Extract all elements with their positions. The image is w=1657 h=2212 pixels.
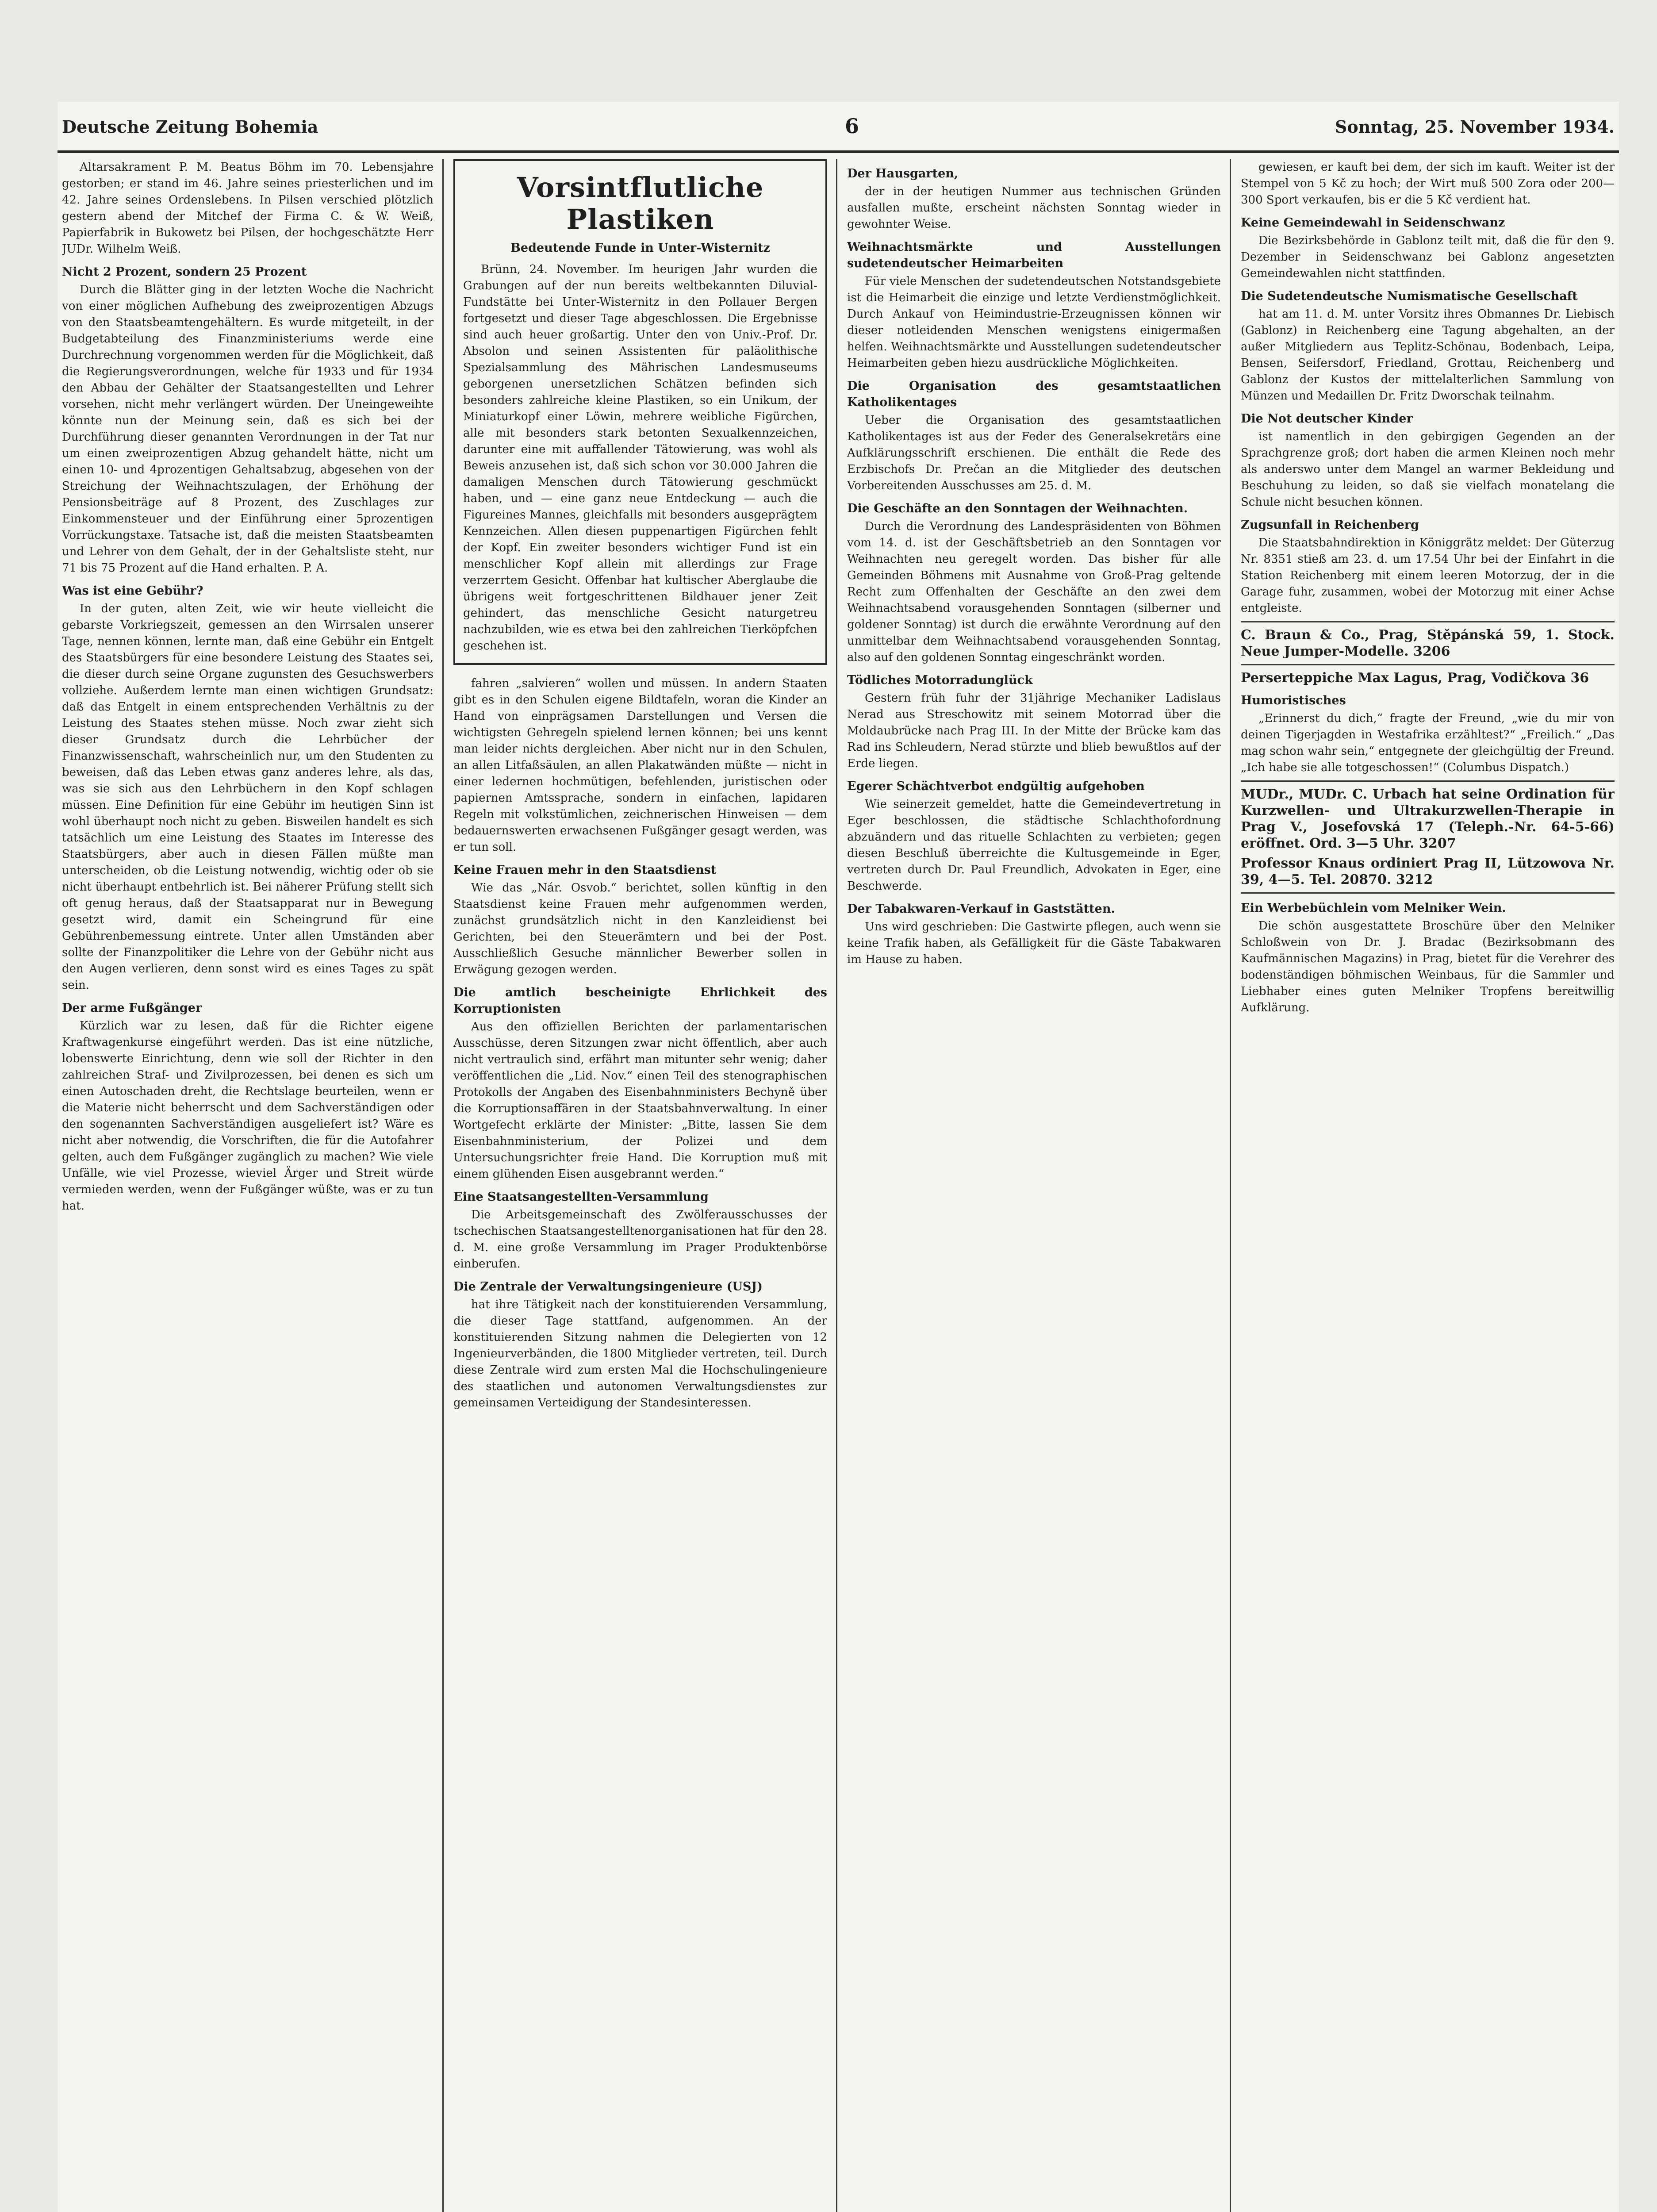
article-text: hat am 11. d. M. unter Vorsitz ihres Obmannes Dr. Liebisch (Gablonz) in Reichenberg eine Tagung abgehalten, an der außer Mitgliedern aus Teplitz-Schönau, Bodenbach, Leipa, Bensen, Seifersdorf, Friedland, Grottau, Reichenberg und Gablonz der Kustos der mittelalterlichen Sammlung von Münzen und Medaillen Dr. Fritz Dworschak teilnahm. bbox=[1241, 307, 1615, 403]
article-heading: Die Not deutscher Kinder bbox=[1241, 412, 1413, 426]
article-heading: Zugsunfall in Reichenberg bbox=[1241, 518, 1419, 532]
feature-box bbox=[453, 159, 827, 665]
article-heading: Die Sudetendeutsche Numismatische Gesellschaft bbox=[1241, 289, 1578, 303]
divider bbox=[1241, 892, 1615, 894]
issue-date: Sonntag, 25. November 1934. bbox=[1335, 117, 1615, 137]
article-text: Die Bezirksbehörde in Gablonz teilt mit, daß die für den 9. Dezember in Seidenschwanz bei Gablonz angesetzten Gemeindewahlen nicht stattfinden. bbox=[1241, 234, 1615, 280]
article-text: Altarsakrament P. M. Beatus Böhm im 70. Lebensjahre gestorben; er stand im 46. Jahre seines priesterlichen und im 42. Jahre seines Ordenslebens. In Pilsen verschied plötzlich gestern abend der Mitchef der Firma C. & W. Weiß, Papierfabrik in Bukowetz bei Pilsen, der hochgeschätzte Herr JUDr. Wilhelm Weiß. bbox=[62, 161, 433, 256]
feature-title: Vorsintflutliche Plastiken bbox=[517, 171, 764, 235]
article-heading: Die amtlich bescheinigte Ehrlichkeit des Korruptionisten bbox=[453, 986, 827, 1016]
article-text: ist namentlich in den gebirgigen Gegenden an der Sprachgrenze groß; dort haben die armen Kleinen noch mehr als anderswo unter dem Mangel an warmer Bekleidung und Beschuhung zu leiden, so daß sie vielfach monatelang die Schule nicht besuchen können. bbox=[1241, 430, 1615, 509]
article-heading: Die Zentrale der Verwaltungsingenieure (USJ) bbox=[453, 1280, 763, 1294]
article-text: gewiesen, er kauft bei dem, der sich im kauft. Weiter ist der Stempel von 5 Kč zu hoch; der Wirt muß 500 Zora oder 200—300 Sport verkaufen, bis er die 5 Kč verdient hat. bbox=[1241, 161, 1615, 207]
article-heading: Der Hausgarten, bbox=[847, 167, 959, 180]
article-heading: Keine Gemeindewahl in Seidenschwanz bbox=[1241, 216, 1505, 230]
article-text: Für viele Menschen der sudetendeutschen Notstandsgebiete ist die Heimarbeit die einzige und letzte Verdienstmöglichkeit. Durch Ankauf von Heimindustrie-Erzeugnissen können wir dieser notleidenden Menschen wenigstens einigermaßen helfen. Weihnachtsmärkte und Ausstellungen sudetendeutscher Heimarbeiten geben hiezu ausdrückliche Möglichkeiten. bbox=[847, 275, 1221, 370]
article-heading: Ein Werbebüchlein vom Melniker Wein. bbox=[1241, 901, 1506, 915]
article-heading: Tödliches Motorradunglück bbox=[847, 673, 1033, 687]
divider bbox=[1241, 664, 1615, 665]
advertisement: C. Braun & Co., Prag, Stěpánská 59, 1. Stock. Neue Jumper-Modelle. 3206 bbox=[1241, 627, 1615, 659]
divider bbox=[1241, 780, 1615, 782]
article-heading: Der Tabakwaren-Verkauf in Gaststätten. bbox=[847, 902, 1115, 916]
article-heading: Weihnachtsmärkte und Ausstellungen sudetendeutscher Heimarbeiten bbox=[847, 240, 1221, 270]
article-text: Die Arbeitsgemeinschaft des Zwölferausschusses der tschechischen Staatsangestelltenorganisationen hat für den 28. d. M. eine große Versammlung im Prager Produktenbörse einberufen. bbox=[453, 1208, 827, 1271]
article-heading: Egerer Schächtverbot endgültig aufgehoben bbox=[847, 780, 1145, 793]
article-heading: Die Organisation des gesamtstaatlichen Katholikentages bbox=[847, 379, 1221, 409]
divider bbox=[1241, 621, 1615, 622]
column-3 bbox=[847, 159, 1221, 2212]
article-text: Wie das „Nár. Osvob.“ berichtet, sollen künftig in den Staatsdienst keine Frauen mehr aufgenommen werden, zunächst grundsätzlich nicht in den Kanzleidienst bei Gerichten, bei den Steuerämtern und bei der Post. Ausschließlich Gesuche männlicher Bewerber sollen in Erwägung gezogen werden. bbox=[453, 881, 827, 976]
article-heading: Die Geschäfte an den Sonntagen der Weihnachten. bbox=[847, 502, 1188, 515]
article-text: In der guten, alten Zeit, wie wir heute vielleicht die gebarste Vorkriegszeit, gemessen an den Wirrsalen unserer Tage, nennen können, lernte man, daß eine Gebühr ein Entgelt des Staatsbürgers für eine besondere Leistung des Staates sei, die dieser durch seine Organe zugunsten des Gesuchswerbers vollziehe. Außerdem lernte man einen wichtigen Grundsatz: daß das Entgelt in einem entsprechenden Verhältnis zu der Leistung des Staates stehen müsse. Noch zwar zieht sich dieser Grundsatz durch die Lehrbücher der Finanzwissenschaft, wahrscheinlich nur, um den Studenten zu beweisen, daß das Leben etwas ganz anderes lehre, als das, was sie sich aus den Lehrbüchern in den Kopf schlagen müssen. Eine Definition für eine Gebühr im heutigen Sinn ist wohl überhaupt noch nicht zu geben. Bisweilen handelt es sich tatsächlich um eine Leistung des Staates im Interesse des Staatsbürgers, aber auch in diesen Fällen müßte man unterscheiden, ob die Leistung notwendig, wichtig oder ob sie nicht überhaupt entbehrlich ist. Bei näherer Prüfung stellt sich oft genug heraus, daß der Staatsapparat nur in Bewegung gesetzt wird, damit ein Scheingrund für eine Gebührenbemessung eintrete. Unter allen Umständen aber sollte der Finanzpolitiker die Lehre von der Gebühr nicht aus den Augen verlieren, denn sonst wird es eines Tages zu spät sein. bbox=[62, 602, 433, 992]
column-divider bbox=[1230, 159, 1231, 2212]
advertisement: Professor Knaus ordiniert Prag II, Lützowova Nr. 39, 4—5. Tel. 20870. 3212 bbox=[1241, 856, 1615, 887]
advertisement: MUDr., MUDr. C. Urbach hat seine Ordination für Kurzwellen- und Ultrakurzwellen-Therapie in Prag V., Josefovská 17 (Teleph.-Nr. 64-5-66) eröffnet. Ord. 3—5 Uhr. 3207 bbox=[1241, 787, 1615, 851]
article-text: Kürzlich war zu lesen, daß für die Richter eigene Kraftwagenkurse eingeführt werden. Das ist eine nützliche, lobenswerte Einrichtung, denn wie soll der Richter in den zahlreichen Straf- und Zivilprozessen, bei denen es sich um einen Autoschaden dreht, die Rechtslage beurteilen, wenn er die Materie nicht beherrscht und dem Sachverständigen oder den sogenannten Sachverständigen ausgeliefert ist? Wäre es nicht aber notwendig, die Vorschriften, die für die Autofahrer gelten, auch dem Fußgänger zugänglich zu machen? Wie viele Unfälle, wie viel Prozesse, wieviel Ärger und Streit würde vermieden werden, wenn der Fußgänger wüßte, was er zu tun hat. bbox=[62, 1019, 433, 1213]
article-heading: Humoristisches bbox=[1241, 694, 1346, 707]
column-divider bbox=[442, 159, 444, 2212]
article-text: Die Staatsbahndirektion in Königgrätz meldet: Der Güterzug Nr. 8351 stieß am 23. d. um 17.54 Uhr bei der Einfahrt in die Station Reichenberg mit einem leeren Motorzug, der in die Garage fuhr, zusammen, wobei der Motorzug mit einer Achse entgleiste. bbox=[1241, 536, 1615, 615]
article-text: Durch die Blätter ging in der letzten Woche die Nachricht von einer möglichen Aufhebung des zweiprozentigen Abzugs von den Staatsbeamtengehältern. Es wurde mitgeteilt, in der Budgetabteilung des Finanzministeriums werde eine Durchrechnung vorgenommen werden für die Möglichkeit, daß die Regierungsverordnungen, welche für 1933 und für 1934 den Abbau der Gehälter der Staatsangestellten und Lehrer vorsehen, nicht mehr verlängert würden. Der Uneingeweihte könnte nun der Meinung sein, daß es sich bei der Durchführung dieser genannten Verordnungen in der Tat nur um einen zweiprozentigen Abzug gehandelt hätte, nicht um einen 10- und 4prozentigen Gehaltsabzug, abgesehen von der Streichung der Weihnachtszulagen, der Erhöhung der Pensionsbeiträge auf 8 Prozent, des Zuschlages zur Einkommensteuer und der Einführung einer 5prozentigen Vorrückungstaxe. Tatsache ist, daß die meisten Staatsbeamten und Lehrer von dem Gehalt, der in der Gehaltsliste steht, nur 71 bis 75 Prozent auf die Hand erhalten. P. A. bbox=[62, 283, 433, 575]
article-text: Durch die Verordnung des Landespräsidenten von Böhmen vom 14. d. ist der Geschäftsbetrieb an den Sonntagen vor Weihnachten neu geregelt worden. Das bisher für alle Gemeinden Böhmens mit Ausnahme von Groß-Prag geltende Recht zum Offenhalten der Geschäfte an den zwei dem Weihnachtsabend vorausgehenden Sonntagen (silberner und goldener Sonntag) ist durch die erwähnte Verordnung auf den unmittelbar dem Weihnachtsabend vorausgehenden Sonntag, also auf den goldenen Sonntag eingeschränkt worden. bbox=[847, 520, 1221, 664]
article-text: der in der heutigen Nummer aus technischen Gründen ausfallen mußte, erscheint nächsten Sonntag wieder in gewohnter Weise. bbox=[847, 185, 1221, 231]
column-4 bbox=[1241, 159, 1615, 2212]
article-heading: Keine Frauen mehr in den Staatsdienst bbox=[453, 863, 717, 877]
page-number: 6 bbox=[845, 114, 859, 138]
article-text: hat ihre Tätigkeit nach der konstituierenden Versammlung, die dieser Tage stattfand, aufgenommen. An der konstituierenden Sitzung nahmen die Delegierten von 12 Ingenieurverbänden, die 1800 Mitglieder vertreten, teil. Durch diese Zentrale wird zum ersten Mal die Hochschulingenieure des staatlichen und autonomen Verwaltungsdienstes zur gemeinsamen Verteidigung der Standesinteressen. bbox=[453, 1298, 827, 1409]
article-heading: Eine Staatsangestellten-Versammlung bbox=[453, 1190, 709, 1204]
article-text: Ueber die Organisation des gesamtstaatlichen Katholikentages ist aus der Feder des Generalsekretärs eine Aufklärungsschrift erschienen. Die enthält die Rede des Erzbischofs Dr. Prečan an die Mitglieder des deutschen Vorbereitenden Ausschusses am 25. d. M. bbox=[847, 414, 1221, 492]
column-1 bbox=[62, 159, 433, 2212]
article-heading: Der arme Fußgänger bbox=[62, 1001, 202, 1015]
column-2 bbox=[453, 159, 827, 2212]
article-heading: Was ist eine Gebühr? bbox=[62, 584, 203, 598]
column-divider bbox=[836, 159, 837, 2212]
advertisement: Perserteppiche Max Lagus, Prag, Vodičkova 36 bbox=[1241, 670, 1589, 686]
article-text: Uns wird geschrieben: Die Gastwirte pflegen, auch wenn sie keine Trafik haben, als Gefälligkeit für die Gäste Tabakwaren im Hause zu haben. bbox=[847, 920, 1221, 966]
article-text: Aus den offiziellen Berichten der parlamentarischen Ausschüsse, deren Sitzungen zwar nicht öffentlich, aber auch nicht vertraulich sind, erfährt man mitunter sehr wenig; daher veröffentlichen die „Lid. Nov.“ einen Teil des stenographischen Protokolls der Angaben des Eisenbahnministers Bechyně über die Korruptionsaffären in der Staatsbahnverwaltung. In einer Wortgefecht erklärte der Minister: „Bitte, lassen Sie dem Eisenbahnministerium, der Polizei und dem Untersuchungsrichter freie Hand. Die Korruption muß mit einem glühenden Eisen ausgebrannt werden.“ bbox=[453, 1020, 827, 1181]
article-text: „Erinnerst du dich,“ fragte der Freund, „wie du mir von deinen Tigerjagden in Westafrika erzähltest?“ „Freilich.“ „Das mag schon wahr sein,“ entgegnete der gleichgültig der Freund. „Ich habe sie alle totgeschossen!“ (Columbus Dispatch.) bbox=[1241, 712, 1615, 774]
feature-subtitle: Bedeutende Funde in Unter-Wisternitz bbox=[510, 241, 770, 255]
article-text: Wie seinerzeit gemeldet, hatte die Gemeindevertretung in Eger beschlossen, die städtische Schlachthofordnung abzuändern und das rituelle Schlachten zu verbieten; gegen diesen Beschluß überreichte die Kultusgemeinde in Eger, vertreten durch Dr. Paul Freundlich, Advokaten in Eger, eine Beschwerde. bbox=[847, 798, 1221, 893]
article-text: fahren „salvieren“ wollen und müssen. In andern Staaten gibt es in den Schulen eigene Bildtafeln, woran die Kinder an Hand von einprägsamen Darstellungen und Versen die wichtigsten Gehregeln spielend lernen können; bei uns kennt man leider nichts dergleichen. Aber nicht nur in den Schulen, an allen Litfaßsäulen, an allen Plakatwänden müßte — nicht in einer ledernen hochmütigen, befehlenden, juristischen oder papiernen Amtssprache, sondern in einfachen, lapidaren Regeln mit volkstümlichen, zeichnerischen Hinweisen — dem bedauernswerten erwachsenen Fußgänger gesagt werden, was er tun soll. bbox=[453, 677, 827, 854]
masthead bbox=[58, 102, 1619, 153]
article-text: Gestern früh fuhr der 31jährige Mechaniker Ladislaus Nerad aus Streschowitz mit seinem Motorrad über die Moldaubrücke nach Prag III. In der Mitte der Brücke kam das Rad ins Schleudern, Nerad stürzte und blieb bewußtlos auf der Erde liegen. bbox=[847, 691, 1221, 770]
article-heading: Nicht 2 Prozent, sondern 25 Prozent bbox=[62, 265, 307, 279]
article-text: Brünn, 24. November. Im heurigen Jahr wurden die Grabungen auf der nun bereits weltbekannten Diluvial-Fundstätte bei Unter-Wisternitz in den Pollauer Bergen fortgesetzt und dieser Tage abgeschlossen. Die Ergebnisse sind auch heuer großartig. Unter den von Univ.-Prof. Dr. Absolon und seinen Assistenten für paläolithische Spezialsammlung des Mährischen Landesmuseums geborgenen unersetzlichen Schätzen befinden sich besonders zahlreiche kleine Plastiken, so ein Unikum, der Miniaturkopf einer Löwin, mehrere weibliche Figürchen, alle mit besonders stark betonten Sexualkennzeichen, darunter eine mit auffallender Tätowierung, was wohl als Beweis anzusehen ist, daß sich schon vor 30.000 Jahren die damaligen Menschen durch Tätowierung geschmückt haben, und — eine ganz neue Entdeckung — auch die Figureines Mannes, gleichfalls mit besonders ausgeprägtem Kennzeichen. Allen diesen puppenartigen Figürchen fehlt der Kopf. Ein zweiter besonders wichtiger Fund ist ein menschlicher Kopf allein mit allerdings zur Frage verzerrtem Gesicht. Offenbar hat kultischer Aberglaube die übrigens weit fortgeschrittenen Bildhauer jener Zeit gehindert, das menschliche Gesicht naturgetreu nachzubilden, wie es etwa bei den zahlreichen Tierköpfchen geschehen ist. bbox=[463, 263, 817, 653]
newspaper-name: Deutsche Zeitung Bohemia bbox=[62, 117, 318, 137]
newspaper-page bbox=[58, 102, 1619, 2212]
article-text: Die schön ausgestattete Broschüre über den Melniker Schloßwein von Dr. J. Bradac (Bezirksobmann des Kaufmännischen Magazins) in Prag, bietet für die Verehrer des bodenständigen böhmischen Weinbaus, für die Sammler und Liebhaber eines guten Melniker Tropfens bereitwillig Aufklärung. bbox=[1241, 919, 1615, 1014]
